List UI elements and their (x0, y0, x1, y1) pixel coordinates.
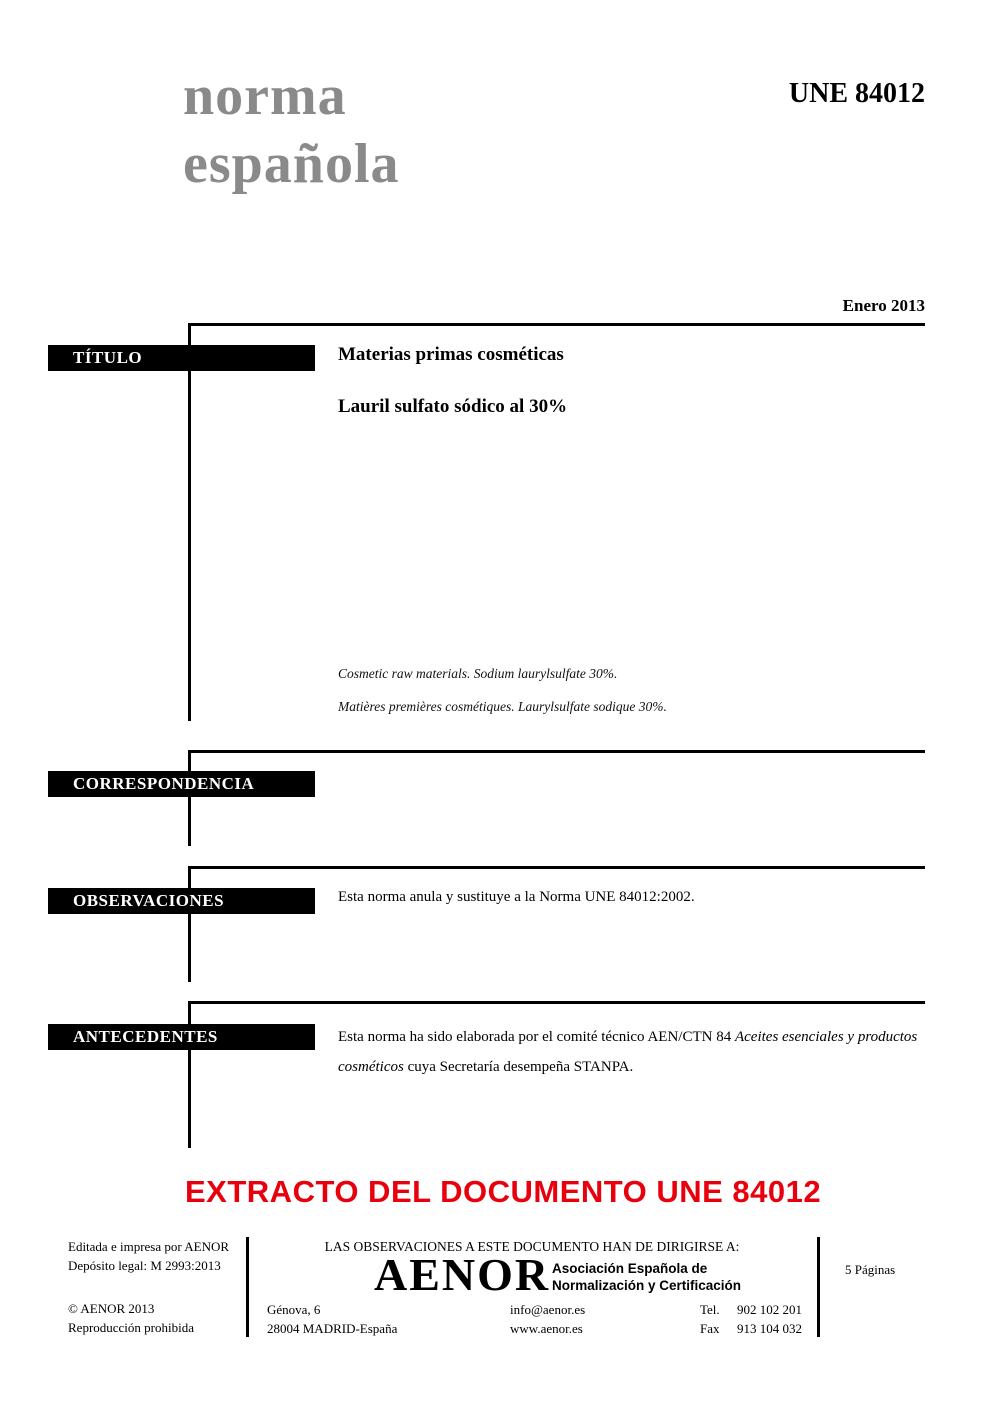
document-date: Enero 2013 (842, 296, 925, 315)
document-code: UNE 84012 (788, 78, 925, 109)
aenor-tagline-line-2: Normalización y Certificación (552, 1278, 742, 1293)
vline-titulo (188, 323, 191, 721)
section-label-correspondencia: CORRESPONDENCIA (48, 771, 315, 797)
footer-web-contact (510, 1300, 585, 1338)
vline-observaciones (188, 866, 191, 982)
rule-correspondencia (188, 750, 925, 753)
norma-espanola-logo (183, 62, 400, 198)
antecedentes-text-italic: Aceites esenciales y productos cosméticos (338, 1029, 918, 1075)
footer-address-line-1: Génova, 6 (267, 1302, 321, 1317)
rule-titulo (188, 323, 925, 326)
footer-copyright-line-2: Reproducción prohibida (68, 1320, 194, 1335)
antecedentes-text (338, 1022, 930, 1082)
footer-fax-label: Fax (700, 1321, 720, 1336)
aenor-tagline (552, 1260, 741, 1294)
title-translation-english: Cosmetic raw materials. Sodium laurylsulfate 30%. (338, 666, 618, 681)
footer-fax (700, 1319, 802, 1338)
aenor-tagline-line-1: Asociación Española de (552, 1261, 708, 1276)
title-line-1: Materias primas cosméticas (338, 344, 564, 365)
footer-copyright (68, 1299, 194, 1337)
footer-imprint-line-2: Depósito legal: M 2993:2013 (68, 1258, 221, 1273)
footer-address (267, 1300, 397, 1338)
section-label-antecedentes: ANTECEDENTES (48, 1024, 315, 1050)
antecedentes-text-before: Esta norma ha sido elaborada por el comité técnico AEN/CTN 84 (338, 1029, 735, 1045)
rule-observaciones (188, 866, 925, 869)
footer-telephone (700, 1300, 802, 1319)
footer-imprint-line-1: Editada e impresa por AENOR (68, 1239, 230, 1254)
footer-address-line-2: 28004 MADRID-España (267, 1321, 398, 1336)
footer-website: www.aenor.es (510, 1321, 583, 1336)
logo-line-2: española (183, 133, 400, 195)
antecedentes-text-after: cuya Secretaría desempeña STANPA. (403, 1059, 634, 1075)
observaciones-text: Esta norma anula y sustituye a la Norma UNE 84012:2002. (338, 889, 695, 905)
footer-fax-value: 913 104 032 (737, 1321, 802, 1336)
footer-divider-right (817, 1237, 820, 1337)
section-label-titulo: TÍTULO (48, 345, 315, 371)
footer-notice: LAS OBSERVACIONES A ESTE DOCUMENTO HAN DE DIRIGIRSE A: (324, 1239, 740, 1254)
footer-email: info@aenor.es (510, 1302, 586, 1317)
footer-phone-contact (700, 1300, 802, 1338)
title-translation-french: Matières premières cosmétiques. Laurylsulfate sodique 30%. (338, 699, 667, 714)
logo-line-1: norma (183, 65, 347, 127)
aenor-logo: AENOR (374, 1249, 551, 1300)
footer-tel-label: Tel. (700, 1302, 720, 1317)
footer-copyright-line-1: © AENOR 2013 (68, 1301, 155, 1316)
rule-antecedentes (188, 1001, 925, 1004)
vline-correspondencia (188, 750, 191, 846)
title-line-2: Lauril sulfato sódico al 30% (338, 396, 568, 417)
section-label-observaciones: OBSERVACIONES (48, 888, 315, 914)
extract-banner: EXTRACTO DEL DOCUMENTO UNE 84012 (185, 1174, 822, 1209)
footer-imprint (68, 1237, 229, 1275)
footer-tel-value: 902 102 201 (737, 1302, 802, 1317)
footer-page-count: 5 Páginas (845, 1262, 896, 1277)
